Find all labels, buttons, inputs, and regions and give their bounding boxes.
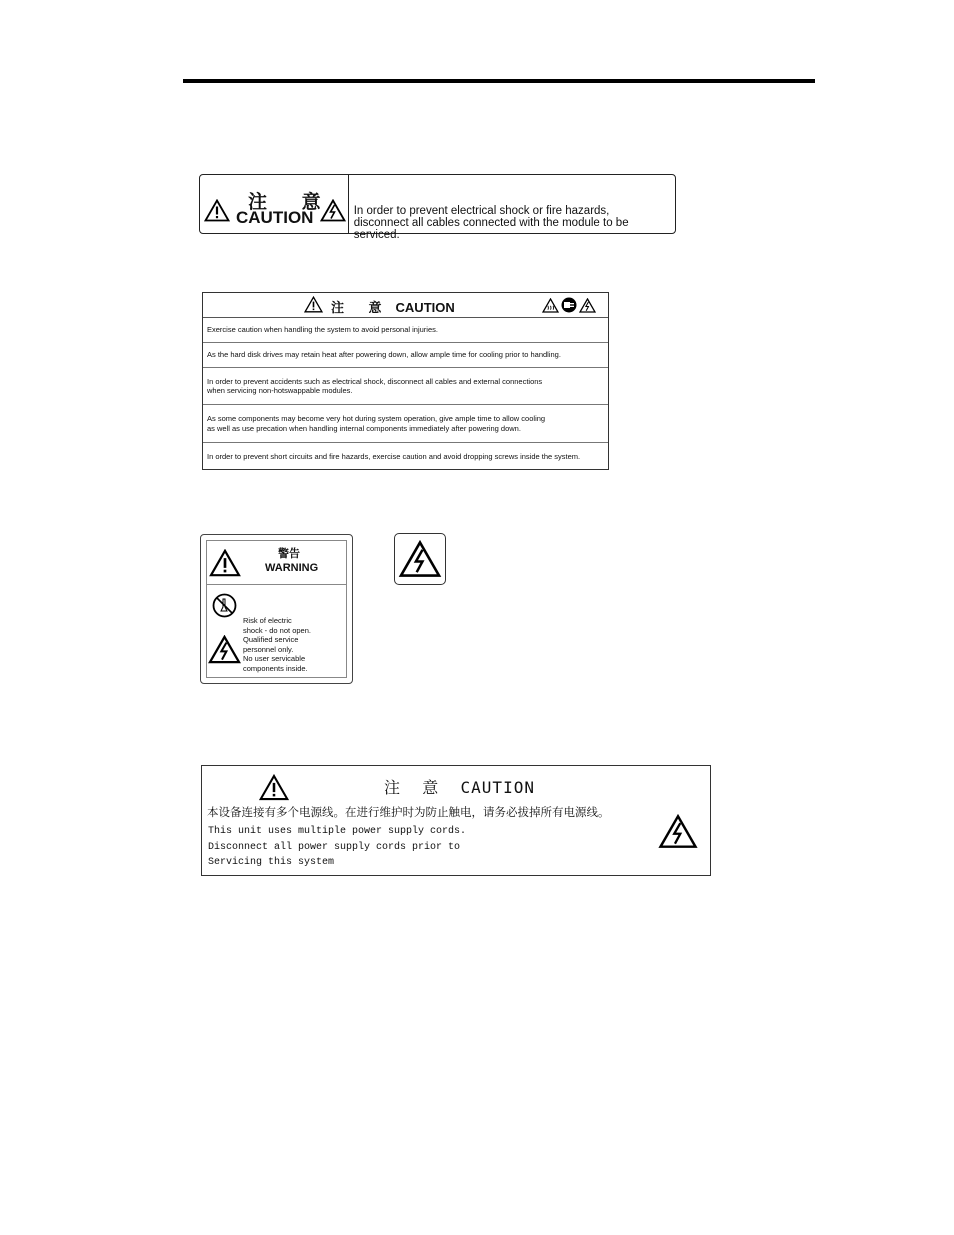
caution-row: Exercise caution when handling the system to avoid personal injuries. [203,318,608,343]
warning-triangle-icon [209,549,241,577]
warning-triangle-icon [259,774,289,801]
warning-triangle-icon [204,199,230,222]
warning-title: WARNING [265,562,319,574]
header-icons [542,297,596,313]
caution-system-title: 注 意 CAUTION [331,300,455,316]
electric-shock-icon [398,540,442,578]
caution-power-title: 注 意 CAUTION [384,778,535,797]
caution-row: As some components may become very hot during system operation, give ample time to allow cooling as well as use precation when handling internal components immediately after powering down. [203,405,608,443]
caution-power-cn-text: 本设备连接有多个电源线。在进行维护时为防止触电，请务必拔掉所有电源线。 [207,805,610,819]
caution-title: CAUTION [236,208,314,227]
warning-label [200,534,353,684]
no-disassembly-icon [212,593,237,618]
warning-body-text: Risk of electric shock - do not open. Qualified service personnel only. No user servicable components inside. [243,616,311,673]
caution-row: As the hard disk drives may retain heat after powering down, allow ample time for cooling prior to handling. [203,343,608,368]
caution-label-text [349,175,675,241]
caution-text-line1: In order to prevent electrical shock or fire hazards, [353,205,610,217]
electric-shock-icon [579,298,596,313]
electric-shock-icon [208,635,241,664]
electric-shock-symbol [394,533,446,585]
warning-cjk-title: 警告 [278,547,300,560]
caution-label-system [202,292,609,470]
caution-label-header [200,175,349,233]
caution-power-en-text: This unit uses multiple power supply cords. Disconnect all power supply cords prior to Servicing this system [208,826,467,868]
electric-shock-icon [658,814,698,849]
warning-header [207,541,346,585]
unplug-icon [561,297,577,313]
caution-label-module [199,174,676,241]
caution-label-power-cords [201,765,711,876]
caution-row: In order to prevent accidents such as electrical shock, disconnect all cables and external connections when servicing non-hotswappable modules. [203,368,608,405]
caution-text-line2: disconnect all cables connected with the module to be serviced. [353,217,629,241]
warning-label-inner [206,540,347,678]
caution-system-header [203,293,608,318]
caution-cjk-title: 注 意 [248,191,335,213]
electric-shock-icon [320,199,346,222]
warning-triangle-icon [304,296,323,313]
hot-surface-icon [542,298,559,313]
caution-row: In order to prevent short circuits and fire hazards, exercise caution and avoid dropping screws inside the system. [207,451,581,461]
top-rule [183,79,815,83]
